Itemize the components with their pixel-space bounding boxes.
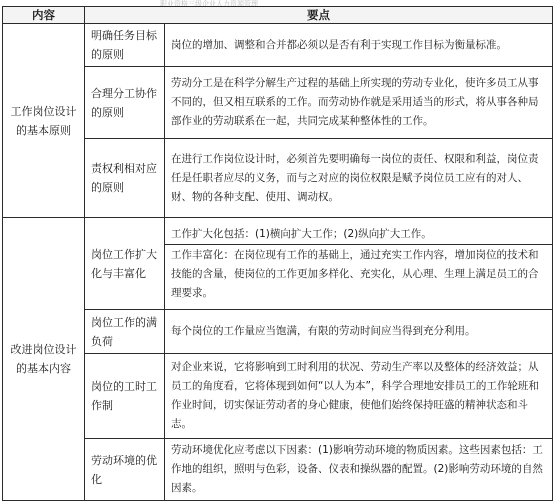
table-row — [3, 354, 553, 439]
point-text: 劳动分工是在科学分解生产过程的基础上所实现的劳动专业化，使许多员工从事不同的，但又相互联系的工作。而劳动协作就是采用适当的形式，将从事各种局部作业的劳动联系在一起，共同完成某种整体性的工作。 — [165, 67, 553, 139]
point-text: 在进行工作岗位设计时，必须首先要明确每一岗位的责任、权限和利益，岗位责任是任职者应尽的义务，而与之对应的岗位权限是赋予岗位员工应有的对人、财、物的各种支配、使用、调动权。 — [165, 139, 553, 218]
subitem-title: 岗位工作的满负荷 — [85, 310, 165, 354]
table-header-row — [3, 7, 553, 24]
subitem-title: 合理分工协作的原则 — [85, 67, 165, 139]
table-row — [3, 218, 553, 310]
header-points: 要点 — [85, 7, 553, 24]
subitem-title: 岗位的工时工作制 — [85, 354, 165, 439]
subitem-title: 岗位工作扩大化与丰富化 — [85, 218, 165, 310]
category-cell: 工作岗位设计的基本原则 — [3, 24, 85, 218]
table-row — [3, 310, 553, 354]
header-noise-text: 职业资格三级企业人力资源管理 — [160, 0, 258, 8]
point-text: 岗位的增加、调整和合并都必须以是否有利于实现工作目标为衡量标准。 — [165, 24, 553, 67]
table-row — [3, 139, 553, 218]
point-cell — [165, 218, 553, 310]
point-text: 对企业来说，它将影响到工时利用的状况、劳动生产率以及整体的经济效益；从员工的角度看，它将体现到如何“以人为本”，科学合理地安排员工的工作轮班和作业时间，切实保证劳动者的身心健康，使他们始终保持旺盛的精神状态和斗志。 — [165, 354, 553, 439]
table-row — [3, 24, 553, 67]
header-content: 内容 — [3, 7, 85, 24]
job-design-table — [2, 6, 553, 501]
point-text: 劳动环境优化应考虑以下因素：(1)影响劳动环境的物质因素。这些因素包括：工作地的组织，照明与色彩，设备、仪表和操纵器的配置。(2)影响劳动环境的自然因素。 — [165, 439, 553, 501]
subitem-title: 明确任务目标的原则 — [85, 24, 165, 67]
subitem-title: 责权利相对应的原则 — [85, 139, 165, 218]
point-text: 每个岗位的工作量应当饱满，有限的劳动时间应当得到充分利用。 — [165, 310, 553, 354]
point-text: 工作丰富化：在岗位现有工作的基础上，通过充实工作内容，增加岗位的技术和技能的含量，使岗位的工作更加多样化、充实化，从心理、生理上满足员工的合理要求。 — [171, 248, 539, 299]
subitem-title: 劳动环境的优化 — [85, 439, 165, 501]
table-row — [3, 67, 553, 139]
table-row — [3, 439, 553, 501]
category-cell: 改进岗位设计的基本内容 — [3, 218, 85, 501]
point-text: 工作扩大化包括：(1)横向扩大工作；(2)纵向扩大工作。 — [165, 225, 552, 245]
